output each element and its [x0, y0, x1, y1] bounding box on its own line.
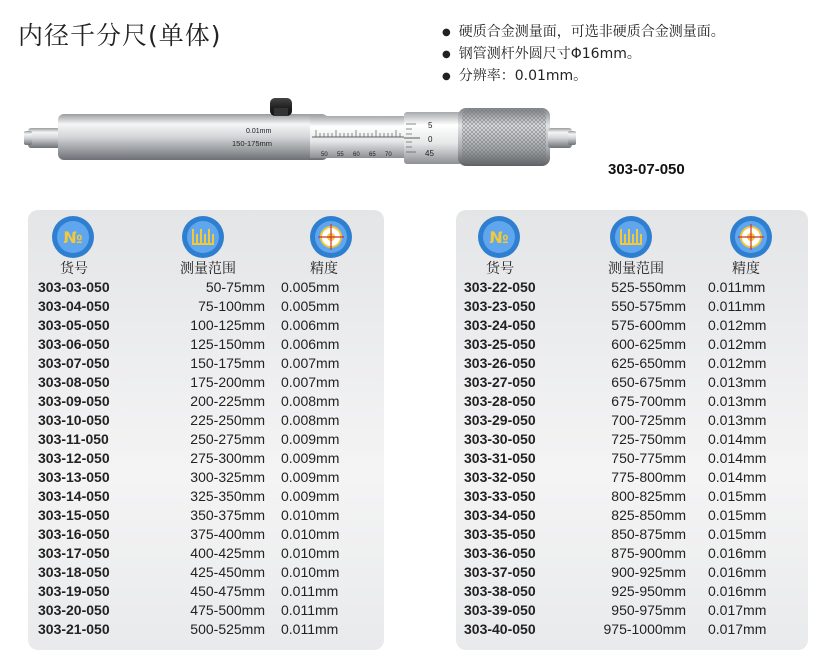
table-row: [38, 353, 355, 372]
code-cell: 303-21-050: [38, 620, 110, 637]
code-cell: 303-30-050: [464, 430, 536, 447]
range-cell: 400-425mm: [190, 544, 265, 561]
range-cell: 850-875mm: [611, 525, 686, 542]
range-cell: 325-350mm: [190, 487, 265, 504]
accuracy-cell: 0.012mm: [708, 354, 767, 371]
table-row: [38, 543, 355, 562]
range-cell: 625-650mm: [611, 354, 686, 371]
svg-text:№: №: [63, 228, 83, 247]
range-cell: 375-400mm: [190, 525, 265, 542]
code-cell: 303-17-050: [38, 544, 110, 561]
code-cell: 303-05-050: [38, 316, 110, 333]
table-row: [464, 296, 782, 315]
range-cell: 350-375mm: [190, 506, 265, 523]
accuracy-cell: 0.011mm: [708, 278, 766, 295]
range-cell: 450-475mm: [190, 582, 265, 599]
feature-item: ● 钢管测杆外圆尺寸Φ16mm。: [442, 44, 725, 66]
svg-text:№: №: [489, 228, 509, 247]
code-cell: 303-34-050: [464, 506, 536, 523]
column-header-code: 货号: [60, 261, 88, 277]
column-header-code: 货号: [486, 261, 514, 277]
table-row: [38, 429, 355, 448]
accuracy-cell: 0.013mm: [708, 411, 767, 428]
code-cell: 303-27-050: [464, 373, 536, 390]
thimble-scale-number: 0: [428, 135, 433, 144]
accuracy-cell: 0.015mm: [708, 525, 767, 542]
range-cell: 425-450mm: [190, 563, 265, 580]
range-cell: 600-625mm: [611, 335, 686, 352]
accuracy-cell: 0.011mm: [281, 620, 339, 637]
accuracy-cell: 0.017mm: [708, 620, 767, 637]
range-cell: 50-75mm: [205, 278, 265, 295]
range-cell: 200-225mm: [190, 392, 265, 409]
table-row: [464, 600, 782, 619]
code-cell: 303-18-050: [38, 563, 110, 580]
range-cell: 675-700mm: [611, 392, 686, 409]
range-cell: 825-850mm: [611, 506, 686, 523]
range-cell: 100-125mm: [190, 316, 265, 333]
code-cell: 303-22-050: [464, 278, 536, 295]
range-cell: 275-300mm: [190, 449, 265, 466]
accuracy-cell: 0.005mm: [281, 278, 340, 295]
code-cell: 303-08-050: [38, 373, 110, 390]
table-row: [464, 353, 782, 372]
table-row: [38, 505, 355, 524]
table-row: [464, 467, 782, 486]
spec-rows: [464, 277, 782, 638]
code-cell: 303-14-050: [38, 487, 110, 504]
accuracy-cell: 0.015mm: [708, 487, 767, 504]
range-cell: 150-175mm: [190, 354, 265, 371]
spec-rows: [38, 277, 355, 638]
code-cell: 303-23-050: [464, 297, 536, 314]
code-cell: 303-39-050: [464, 601, 536, 618]
range-cell: 750-775mm: [611, 449, 686, 466]
table-row: [38, 410, 355, 429]
range-cell: 575-600mm: [611, 316, 686, 333]
column-header-range: 测量范围: [180, 261, 236, 277]
accuracy-cell: 0.017mm: [708, 601, 767, 618]
table-row: [38, 581, 355, 600]
table-row: [38, 334, 355, 353]
code-cell: 303-32-050: [464, 468, 536, 485]
accuracy-cell: 0.016mm: [708, 563, 767, 580]
accuracy-cell: 0.014mm: [708, 430, 767, 447]
code-cell: 303-24-050: [464, 316, 536, 333]
micrometer-image: [20, 92, 580, 182]
code-cell: 303-37-050: [464, 563, 536, 580]
code-cell: 303-25-050: [464, 335, 536, 352]
table-row: [38, 562, 355, 581]
no-badge-icon: [476, 214, 522, 260]
table-row: [464, 524, 782, 543]
sleeve-scale-number: 70: [385, 152, 392, 158]
code-cell: 303-40-050: [464, 620, 536, 637]
code-cell: 303-04-050: [38, 297, 110, 314]
accuracy-cell: 0.012mm: [708, 335, 767, 352]
accuracy-cell: 0.016mm: [708, 544, 767, 561]
range-cell: 475-500mm: [190, 601, 265, 618]
page-title: 内径千分尺(单体): [18, 21, 222, 50]
range-cell: 725-750mm: [611, 430, 686, 447]
table-row: [464, 486, 782, 505]
accuracy-cell: 0.014mm: [708, 468, 767, 485]
table-row: [464, 505, 782, 524]
table-row: [464, 315, 782, 334]
accuracy-cell: 0.015mm: [708, 506, 767, 523]
range-cell: 125-150mm: [190, 335, 265, 352]
code-cell: 303-19-050: [38, 582, 110, 599]
table-row: [38, 296, 355, 315]
code-cell: 303-12-050: [38, 449, 110, 466]
resolution-label: 0.01mm: [246, 128, 272, 135]
table-row: [38, 467, 355, 486]
range-ruler-icon: [608, 214, 654, 260]
accuracy-cell: 0.010mm: [281, 563, 340, 580]
code-cell: 303-35-050: [464, 525, 536, 542]
accuracy-cell: 0.011mm: [281, 582, 339, 599]
accuracy-cell: 0.006mm: [281, 316, 340, 333]
code-cell: 303-06-050: [38, 335, 110, 352]
sleeve-scale-number: 55: [337, 152, 344, 158]
code-cell: 303-38-050: [464, 582, 536, 599]
code-cell: 303-07-050: [38, 354, 110, 371]
accuracy-cell: 0.011mm: [281, 601, 339, 618]
thimble-scale-number: 45: [425, 149, 434, 158]
accuracy-cell: 0.005mm: [281, 297, 340, 314]
accuracy-cell: 0.009mm: [281, 487, 340, 504]
range-cell: 525-550mm: [611, 278, 686, 295]
range-cell: 775-800mm: [611, 468, 686, 485]
table-row: [38, 486, 355, 505]
table-row: [464, 581, 782, 600]
code-cell: 303-28-050: [464, 392, 536, 409]
column-header-range: 测量范围: [608, 261, 664, 277]
sleeve-scale-number: 65: [369, 152, 376, 158]
table-row: [38, 391, 355, 410]
spec-table-left: [28, 210, 384, 650]
sleeve-scale-number: 50: [321, 152, 328, 158]
code-cell: 303-03-050: [38, 278, 110, 295]
column-header-accuracy: 精度: [732, 261, 760, 277]
code-cell: 303-36-050: [464, 544, 536, 561]
feature-list: [442, 22, 725, 88]
column-header-accuracy: 精度: [310, 261, 338, 277]
table-row: [38, 372, 355, 391]
table-row: [38, 448, 355, 467]
range-cell: 900-925mm: [611, 563, 686, 580]
code-cell: 303-33-050: [464, 487, 536, 504]
table-row: [464, 562, 782, 581]
range-cell: 975-1000mm: [603, 620, 686, 637]
code-cell: 303-09-050: [38, 392, 110, 409]
range-cell: 800-825mm: [611, 487, 686, 504]
table-row: [38, 277, 355, 296]
feature-item: ● 硬质合金测量面，可选非硬质合金测量面。: [442, 22, 725, 44]
accuracy-cell: 0.010mm: [281, 525, 340, 542]
accuracy-cell: 0.008mm: [281, 411, 340, 428]
thimble-scale-number: 5: [428, 121, 433, 130]
code-cell: 303-13-050: [38, 468, 110, 485]
range-cell: 950-975mm: [611, 601, 686, 618]
accuracy-cell: 0.007mm: [281, 373, 340, 390]
spec-table-right: [456, 210, 808, 650]
code-cell: 303-26-050: [464, 354, 536, 371]
accuracy-cell: 0.006mm: [281, 335, 340, 352]
code-cell: 303-11-050: [38, 430, 109, 447]
table-row: [464, 277, 782, 296]
accuracy-cell: 0.012mm: [708, 316, 767, 333]
table-row: [464, 448, 782, 467]
target-icon: [308, 214, 354, 260]
accuracy-cell: 0.014mm: [708, 449, 767, 466]
table-row: [464, 619, 782, 638]
range-label: 150-175mm: [232, 139, 273, 148]
table-row: [464, 410, 782, 429]
accuracy-cell: 0.010mm: [281, 544, 340, 561]
range-ruler-icon: [180, 214, 226, 260]
range-cell: 75-100mm: [198, 297, 265, 314]
table-row: [464, 543, 782, 562]
code-cell: 303-15-050: [38, 506, 110, 523]
table-row: [38, 315, 355, 334]
table-row: [464, 429, 782, 448]
model-code-label: 303-07-050: [608, 161, 685, 178]
accuracy-cell: 0.013mm: [708, 373, 767, 390]
accuracy-cell: 0.013mm: [708, 392, 767, 409]
range-cell: 175-200mm: [190, 373, 265, 390]
table-row: [38, 619, 355, 638]
range-cell: 250-275mm: [190, 430, 265, 447]
range-cell: 500-525mm: [190, 620, 265, 637]
range-cell: 875-900mm: [611, 544, 686, 561]
accuracy-cell: 0.008mm: [281, 392, 340, 409]
table-row: [38, 600, 355, 619]
range-cell: 925-950mm: [611, 582, 686, 599]
accuracy-cell: 0.009mm: [281, 449, 340, 466]
target-icon: [728, 214, 774, 260]
accuracy-cell: 0.011mm: [708, 297, 766, 314]
table-row: [464, 334, 782, 353]
accuracy-cell: 0.016mm: [708, 582, 767, 599]
range-cell: 550-575mm: [611, 297, 686, 314]
code-cell: 303-20-050: [38, 601, 110, 618]
code-cell: 303-29-050: [464, 411, 536, 428]
no-badge-icon: [50, 214, 96, 260]
range-cell: 225-250mm: [190, 411, 265, 428]
feature-item: ● 分辨率：0.01mm。: [442, 66, 725, 88]
range-cell: 300-325mm: [190, 468, 265, 485]
accuracy-cell: 0.007mm: [281, 354, 340, 371]
code-cell: 303-10-050: [38, 411, 110, 428]
range-cell: 700-725mm: [611, 411, 686, 428]
table-row: [464, 391, 782, 410]
range-cell: 650-675mm: [611, 373, 686, 390]
sleeve-scale-number: 60: [353, 152, 360, 158]
accuracy-cell: 0.010mm: [281, 506, 340, 523]
table-row: [38, 524, 355, 543]
accuracy-cell: 0.009mm: [281, 468, 340, 485]
accuracy-cell: 0.009mm: [281, 430, 340, 447]
code-cell: 303-16-050: [38, 525, 110, 542]
code-cell: 303-31-050: [464, 449, 536, 466]
table-row: [464, 372, 782, 391]
